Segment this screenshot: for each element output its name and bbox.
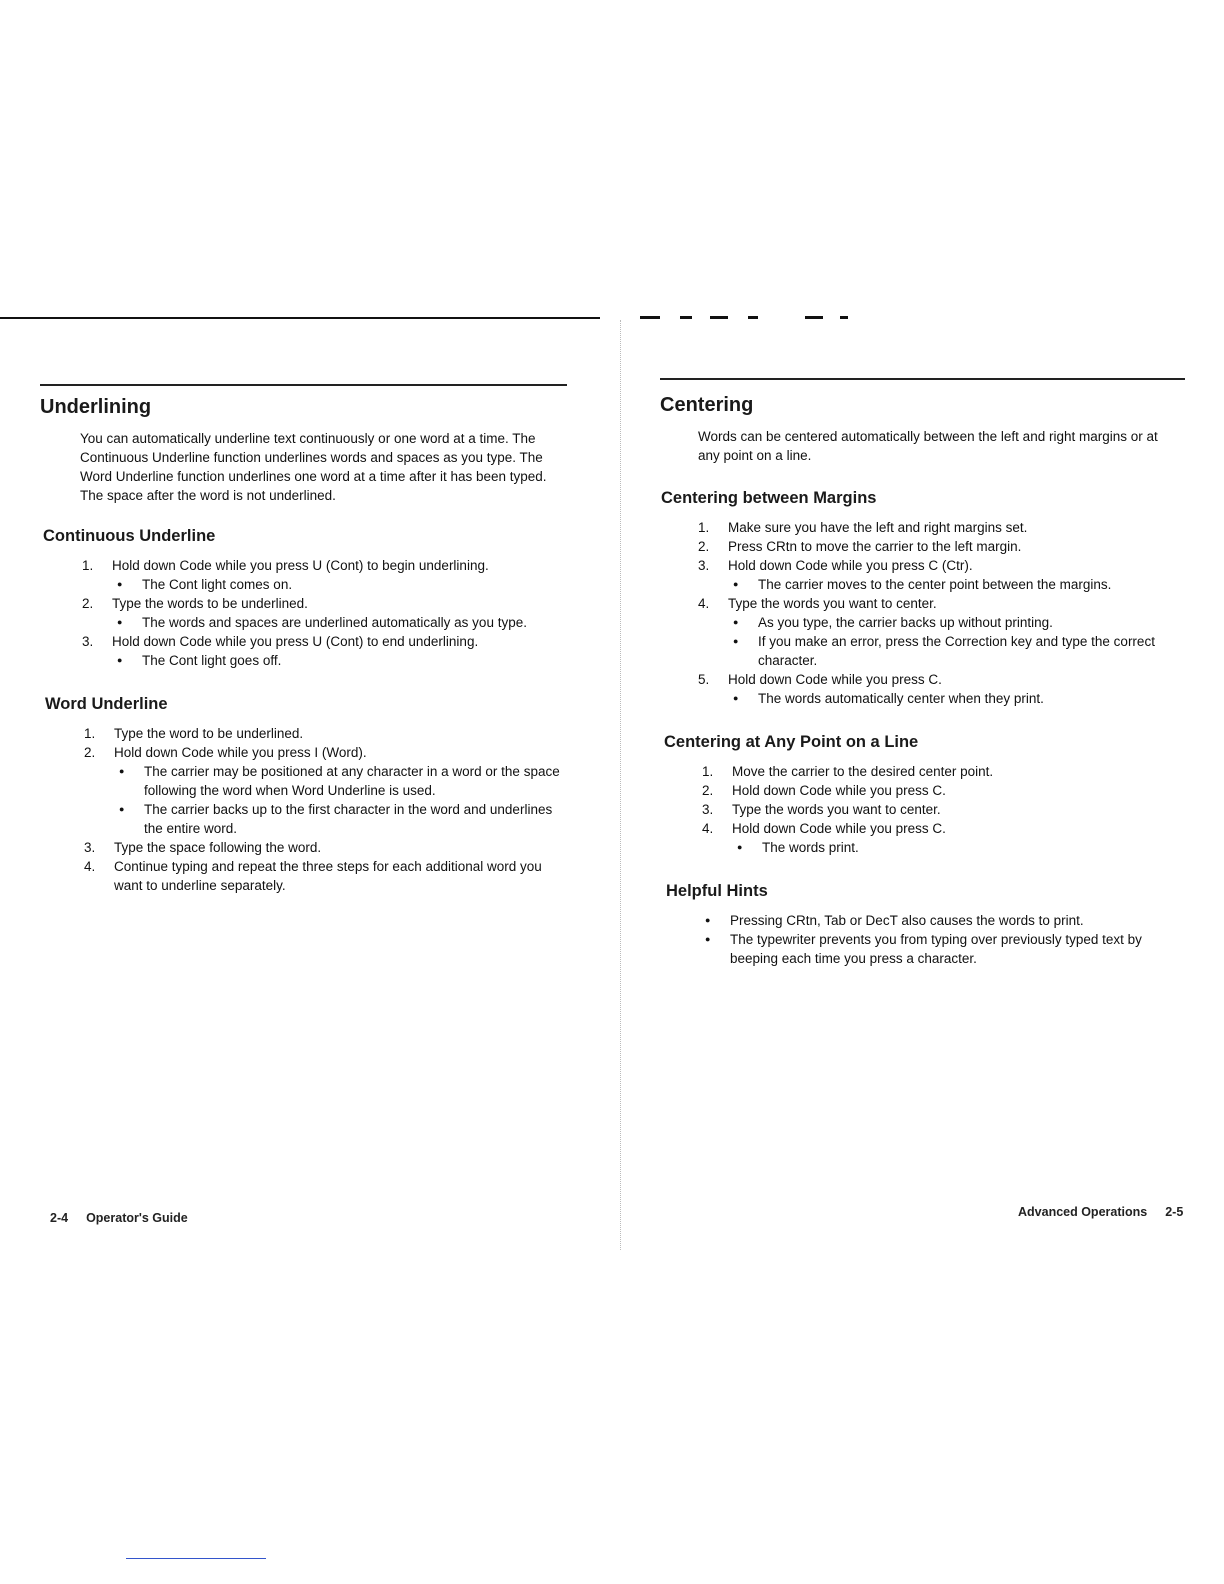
list-item: 4. Type the words you want to center. ● As you type, the carrier backs up without printing. ● If you make an error, press the Correction key and type the correct character.	[698, 594, 1180, 670]
page-number: 2-5	[1165, 1205, 1184, 1219]
bullet-item: ● The Cont light goes off.	[112, 651, 570, 670]
bullet-item: ● If you make an error, press the Correction key and type the correct character.	[728, 632, 1180, 670]
top-edge-rule	[0, 317, 600, 319]
list-item: 4. Continue typing and repeat the three steps for each additional word you want to underline separately.	[84, 859, 542, 893]
top-edge-dash	[748, 316, 758, 319]
bullet-item: ● Pressing CRtn, Tab or DecT also causes the words to print.	[700, 911, 1180, 930]
scan-artifact-line	[126, 1558, 266, 1559]
bullet-item: ● The Cont light comes on.	[112, 575, 570, 594]
page-title: Centering	[660, 394, 754, 416]
bullet-item: ● The words and spaces are underlined automatically as you type.	[112, 613, 570, 632]
bullet-item: ● The words automatically center when they print.	[728, 689, 1180, 708]
list-item: 3. Type the words you want to center.	[702, 802, 941, 817]
bullet-item: ● The carrier backs up to the first character in the word and underlines the entire word.	[114, 800, 570, 838]
list-item: 2. Type the words to be underlined. ● The words and spaces are underlined automatically as you type.	[82, 594, 570, 632]
hints-list	[700, 911, 1180, 968]
section-heading: Word Underline	[45, 695, 168, 713]
list-item: 3. Hold down Code while you press U (Cont) to end underlining. ● The Cont light goes off.	[82, 632, 570, 670]
section-heading: Centering between Margins	[661, 489, 877, 507]
list-item: 1. Hold down Code while you press U (Cont) to begin underlining. ● The Cont light comes on.	[82, 556, 570, 594]
top-edge-dash	[680, 316, 692, 319]
page-fold	[620, 320, 621, 1250]
margins-steps	[698, 518, 1180, 708]
list-item: 2. Hold down Code while you press I (Word). ● The carrier may be positioned at any character in a word or the space following the word when Word Underline is used. ● The carrier backs up to the first character in the word and underlines the entire word.	[84, 743, 570, 838]
list-item: 1. Make sure you have the left and right margins set.	[698, 520, 1028, 535]
left-footer	[50, 1211, 188, 1225]
list-item: 1. Type the word to be underlined.	[84, 726, 304, 741]
section-heading: Centering at Any Point on a Line	[664, 733, 919, 751]
list-item: 2. Hold down Code while you press C.	[702, 783, 946, 798]
bullet-item: ● The carrier moves to the center point between the margins.	[728, 575, 1180, 594]
section-heading: Continuous Underline	[43, 527, 216, 545]
bullet-item: ● As you type, the carrier backs up without printing.	[728, 613, 1180, 632]
top-edge-dash	[710, 316, 728, 319]
top-edge-dash	[840, 316, 848, 319]
list-item: 2. Press CRtn to move the carrier to the left margin.	[698, 539, 1022, 554]
bullet-item: ● The typewriter prevents you from typing over previously typed text by beeping each time you press a character.	[700, 930, 1180, 968]
bullet-item: ● The words print.	[732, 838, 1180, 857]
list-item: 3. Hold down Code while you press C (Ctr). ● The carrier moves to the center point between the margins.	[698, 556, 1180, 594]
page-title: Underlining	[40, 396, 152, 418]
list-item: 3. Type the space following the word.	[84, 840, 322, 855]
bullet-item: ● The carrier may be positioned at any character in a word or the space following the word when Word Underline is used.	[114, 762, 570, 800]
section-rule-left	[40, 384, 567, 386]
top-edge-dash	[805, 316, 823, 319]
list-item: 1. Move the carrier to the desired center point.	[702, 764, 994, 779]
footer-title: Advanced Operations	[1018, 1205, 1148, 1219]
footer-title: Operator's Guide	[86, 1211, 188, 1225]
left-page	[40, 396, 570, 895]
section-heading: Helpful Hints	[666, 882, 768, 900]
section-rule-right	[660, 378, 1185, 380]
list-item: 5. Hold down Code while you press C. ● The words automatically center when they print.	[698, 670, 1180, 708]
intro-paragraph: Words can be centered automatically between the left and right margins or at any point on a line.	[698, 429, 1158, 463]
word-steps	[84, 724, 570, 895]
top-edge-dash	[640, 316, 660, 319]
page-number: 2-4	[50, 1211, 69, 1225]
continuous-steps	[82, 556, 570, 670]
right-footer	[1018, 1205, 1183, 1219]
anypoint-steps	[702, 762, 1180, 857]
right-page	[660, 394, 1180, 968]
intro-paragraph: You can automatically underline text continuously or one word at a time. The Continuous Underline function underlines words and spaces as you type. The Word Underline function underlines one word at a time after it has been typed. The space after the word is not underlined.	[80, 431, 547, 503]
list-item: 4. Hold down Code while you press C. ● The words print.	[702, 819, 1180, 857]
